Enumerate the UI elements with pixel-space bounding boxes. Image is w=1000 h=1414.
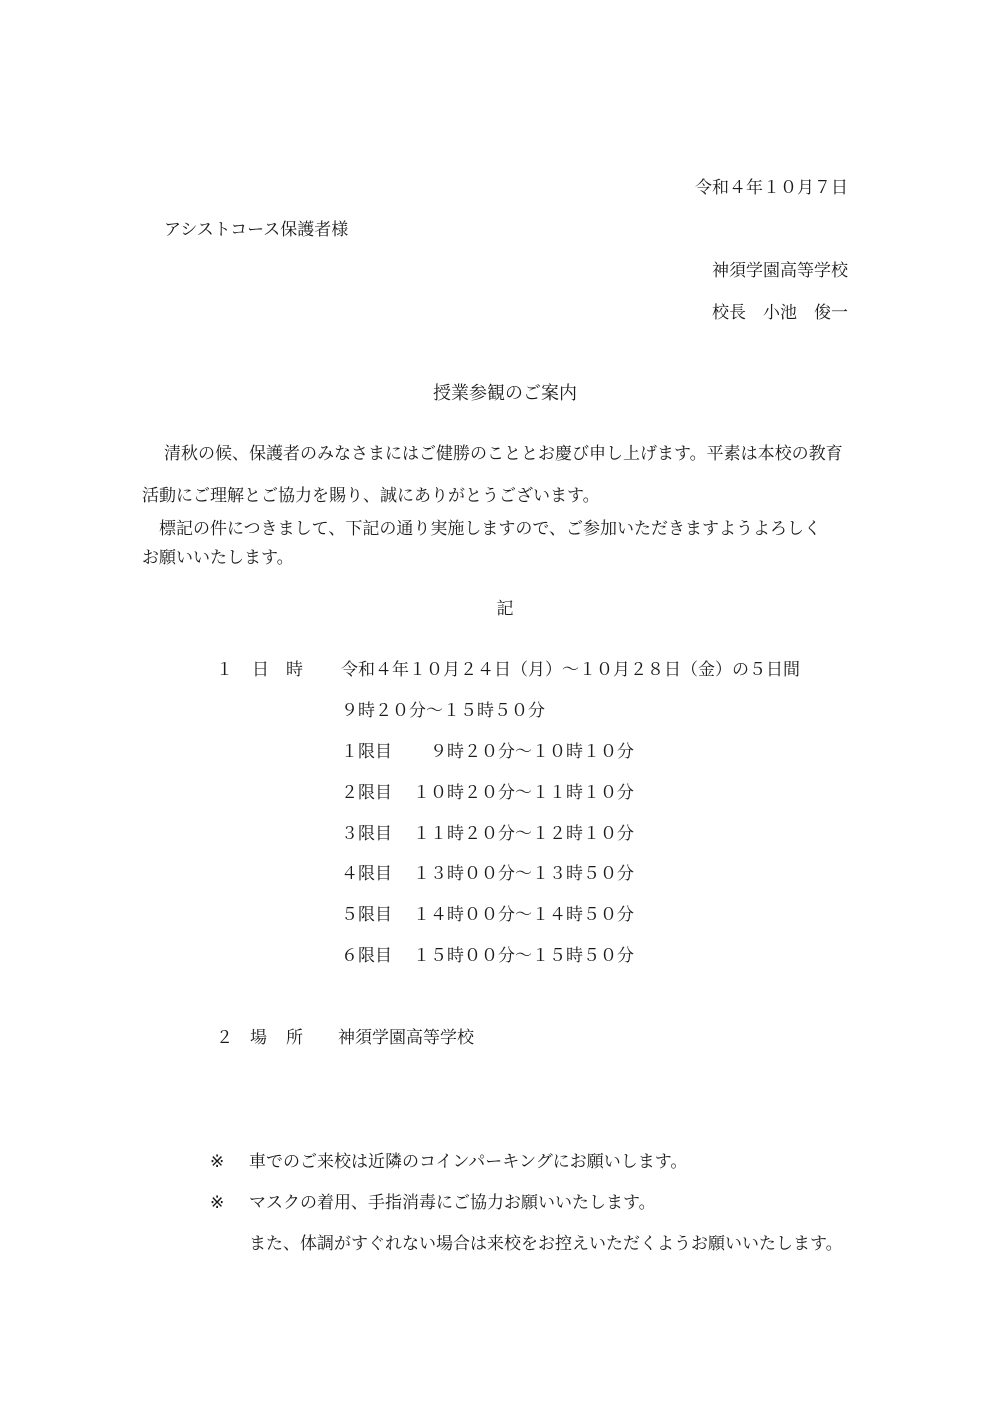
period-5-label: ５限目: [341, 905, 392, 925]
item-1-label-b: 時: [286, 660, 303, 680]
sender-school: 神須学園高等学校: [712, 261, 848, 281]
document-title: 授業参観のご案内: [433, 383, 577, 404]
item-1-number: １: [216, 660, 233, 680]
note-1-text: 車でのご来校は近隣のコインパーキングにお願いします。: [249, 1152, 688, 1172]
item-1-hours: ９時２０分～１５時５０分: [341, 701, 545, 721]
note-2-text: マスクの着用、手指消毒にご協力お願いいたします。: [249, 1193, 656, 1213]
period-3-time: １１時２０分～１２時１０分: [413, 824, 634, 844]
item-2-label-a: 場: [250, 1028, 267, 1048]
document-date: 令和４年１０月７日: [695, 178, 848, 198]
note-2-mark: ※: [210, 1193, 225, 1213]
item-1-label-a: 日: [252, 660, 269, 680]
period-4-label: ４限目: [341, 864, 392, 884]
item-2-value: 神須学園高等学校: [338, 1028, 474, 1048]
period-3-label: ３限目: [341, 824, 392, 844]
note-3-text: また、体調がすぐれない場合は来校をお控えいただくようお願いいたします。: [249, 1234, 843, 1254]
item-1-date-range: 令和４年１０月２４日（月）～１０月２８日（金）の５日間: [341, 660, 800, 680]
sender-principal: 校長 小池 俊一: [712, 303, 848, 323]
period-1-label: １限目: [341, 742, 392, 762]
body-line-3: 標記の件につきまして、下記の通り実施しますので、ご参加いただきますようよろしく: [142, 519, 821, 539]
body-line-4: お願いいたします。: [142, 548, 294, 568]
item-2-number: ２: [216, 1028, 233, 1048]
body-line-1: 清秋の候、保護者のみなさまにはご健勝のこととお慶び申し上げます。平素は本校の教育: [164, 444, 843, 464]
ki-heading: 記: [496, 599, 514, 619]
period-6-label: ６限目: [341, 946, 392, 966]
note-1-mark: ※: [210, 1152, 225, 1172]
period-6-time: １５時００分～１５時５０分: [413, 946, 634, 966]
item-2-label-b: 所: [286, 1028, 303, 1048]
period-1-time: ９時２０分～１０時１０分: [430, 742, 634, 762]
period-4-time: １３時００分～１３時５０分: [413, 864, 634, 884]
body-line-2: 活動にご理解とご協力を賜り、誠にありがとうございます。: [142, 486, 600, 506]
period-2-label: ２限目: [341, 783, 392, 803]
recipient: アシストコース保護者様: [164, 220, 349, 240]
period-2-time: １０時２０分～１１時１０分: [413, 783, 634, 803]
period-5-time: １４時００分～１４時５０分: [413, 905, 634, 925]
